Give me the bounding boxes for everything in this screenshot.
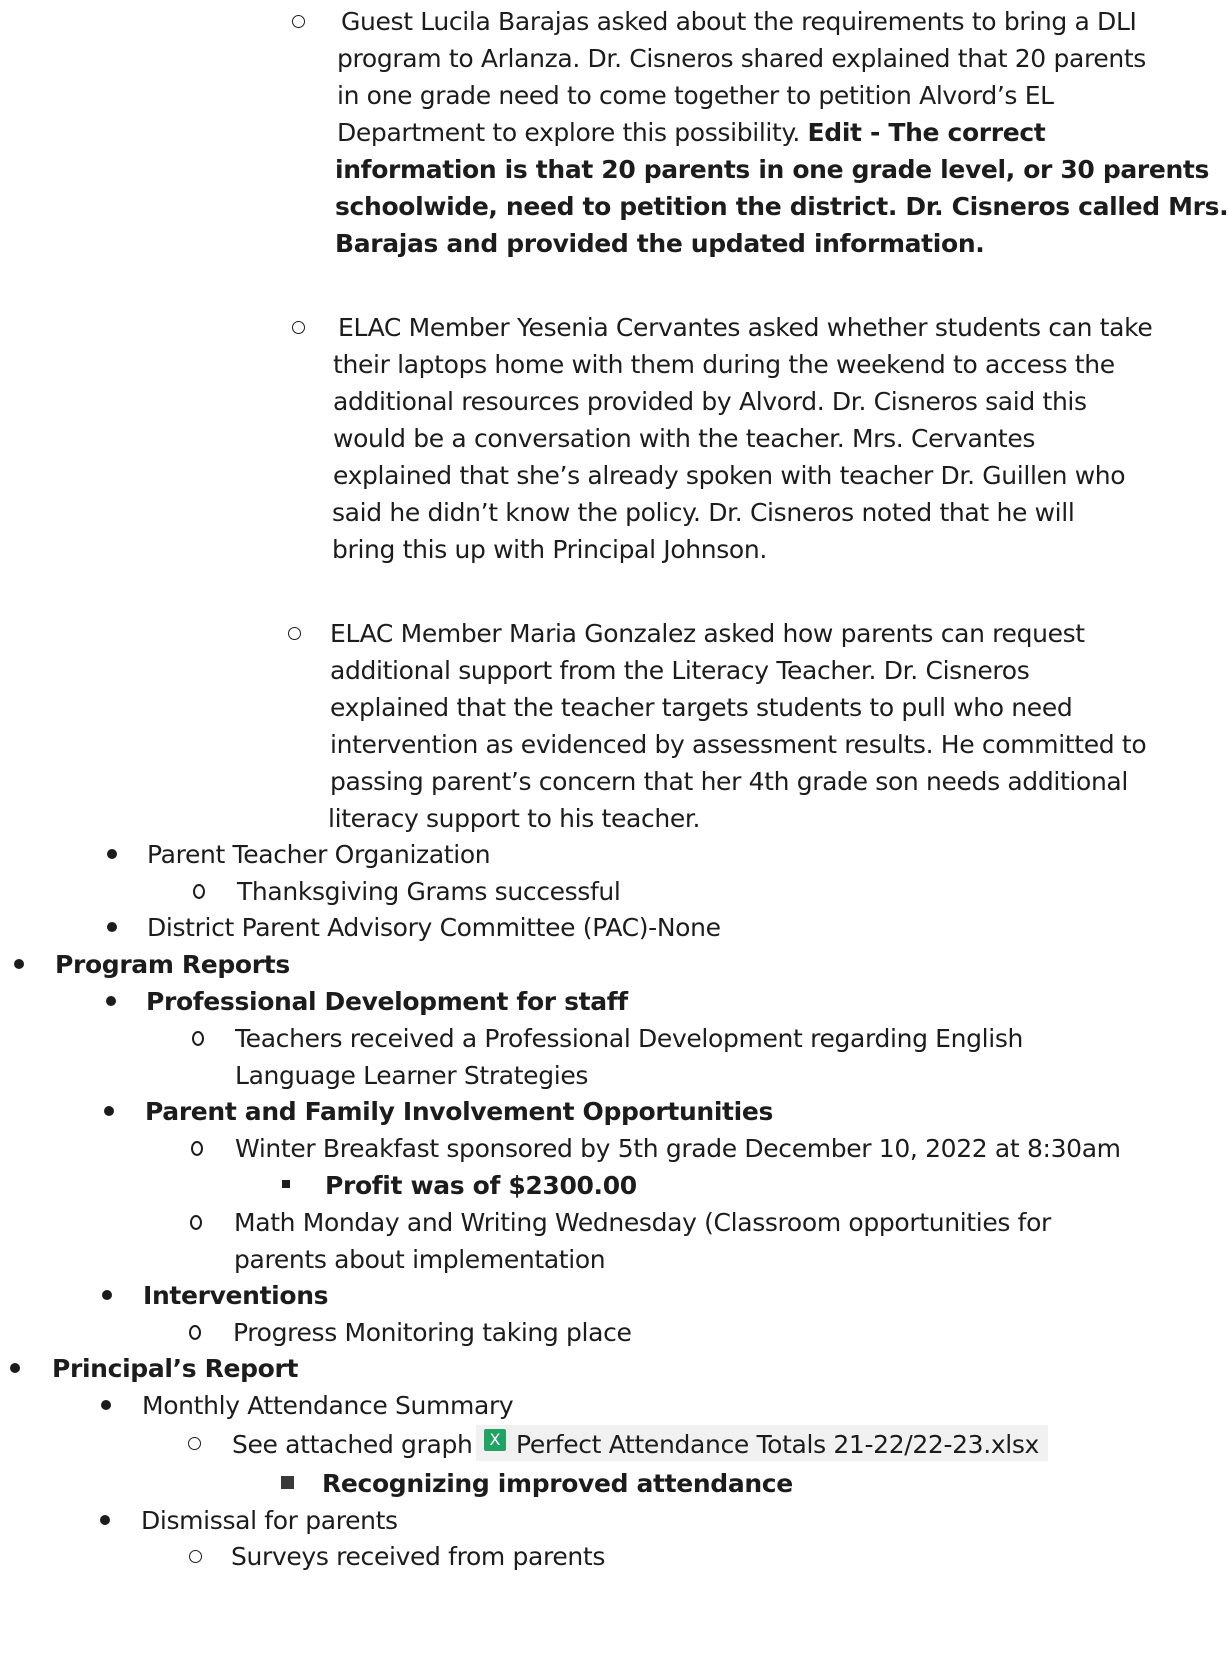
see-attached-graph-text: See attached graph xyxy=(232,1430,473,1459)
family-label: Parent and Family Involvement Opportunities xyxy=(145,1097,774,1126)
hollow-bullet-icon xyxy=(292,321,305,334)
square-bullet-icon xyxy=(281,1476,294,1489)
pd-sub-line-2: Language Learner Strategies xyxy=(235,1061,589,1090)
bullet-icon xyxy=(106,996,116,1006)
dismissal-label: Dismissal for parents xyxy=(141,1506,398,1535)
guest-item-line-1: Guest Lucila Barajas asked about the requirements to bring a DLI xyxy=(341,7,1137,36)
hollow-bullet-icon xyxy=(189,1550,202,1563)
bullet-icon xyxy=(100,1515,110,1525)
math-monday-line-2: parents about implementation xyxy=(234,1245,606,1274)
bullet-icon xyxy=(10,1363,20,1373)
bullet-icon xyxy=(107,849,117,859)
cervantes-item-line-3: additional resources provided by Alvord. Dr. Cisneros said this xyxy=(333,387,1087,416)
hollow-bullet-icon xyxy=(292,15,305,28)
attendance-file-link[interactable]: Perfect Attendance Totals 21-22/22-23.xlsx xyxy=(516,1430,1039,1459)
surveys-item: Surveys received from parents xyxy=(231,1542,606,1571)
program-reports-heading: Program Reports xyxy=(55,950,290,979)
excel-file-icon[interactable]: X xyxy=(484,1429,506,1451)
hollow-bullet-icon xyxy=(288,627,301,640)
cervantes-item-line-4: would be a conversation with the teacher. Mrs. Cervantes xyxy=(333,424,1036,453)
pto-label: Parent Teacher Organization xyxy=(147,840,491,869)
cervantes-item-line-6: said he didn’t know the policy. Dr. Cisneros noted that he will xyxy=(332,498,1075,527)
winter-breakfast-item: Winter Breakfast sponsored by 5th grade December 10, 2022 at 8:30am xyxy=(235,1134,1121,1163)
edit-note-line-2: schoolwide, need to petition the district. Dr. Cisneros called Mrs. xyxy=(335,192,1228,221)
hollow-bullet-icon xyxy=(192,1031,204,1046)
progress-monitoring-item: Progress Monitoring taking place xyxy=(233,1318,632,1347)
cervantes-item-line-7: bring this up with Principal Johnson. xyxy=(332,535,767,564)
bullet-icon xyxy=(104,1106,114,1116)
guest-item-line-4-text: Department to explore this possibility. xyxy=(337,118,800,147)
gonzalez-item-line-6: literacy support to his teacher. xyxy=(328,804,701,833)
edit-note-start: Edit - The correct xyxy=(807,118,1046,147)
cervantes-item-line-5: explained that she’s already spoken with teacher Dr. Guillen who xyxy=(333,461,1126,490)
guest-item-line-2: program to Arlanza. Dr. Cisneros shared explained that 20 parents xyxy=(337,44,1146,73)
hollow-bullet-icon xyxy=(193,884,205,899)
hollow-bullet-icon xyxy=(189,1325,201,1340)
bullet-icon xyxy=(14,959,24,969)
gonzalez-item-line-5: passing parent’s concern that her 4th grade son needs additional xyxy=(330,767,1128,796)
edit-note-line-3: Barajas and provided the updated information. xyxy=(335,229,985,258)
interventions-label: Interventions xyxy=(143,1281,329,1310)
recognition-item: Recognizing improved attendance xyxy=(322,1469,793,1498)
guest-item-line-4 xyxy=(337,120,1045,145)
edit-note-line-1: information is that 20 parents in one grade level, or 30 parents xyxy=(335,155,1210,184)
principals-report-heading: Principal’s Report xyxy=(52,1354,299,1383)
bullet-icon xyxy=(102,1290,112,1300)
pd-sub-line-1: Teachers received a Professional Development regarding English xyxy=(235,1024,1024,1053)
hollow-bullet-icon xyxy=(190,1215,202,1230)
profit-item: Profit was of $2300.00 xyxy=(325,1171,637,1200)
gonzalez-item-line-2: additional support from the Literacy Teacher. Dr. Cisneros xyxy=(330,656,1030,685)
gonzalez-item-line-3: explained that the teacher targets students to pull who need xyxy=(330,693,1073,722)
pac-label: District Parent Advisory Committee (PAC)-None xyxy=(147,913,721,942)
guest-item-line-3: in one grade need to come together to petition Alvord’s EL xyxy=(337,81,1054,110)
pd-label: Professional Development for staff xyxy=(146,987,628,1016)
cervantes-item-line-1: ELAC Member Yesenia Cervantes asked whether students can take xyxy=(338,313,1153,342)
bullet-icon xyxy=(107,922,117,932)
cervantes-item-line-2: their laptops home with them during the weekend to access the xyxy=(333,350,1115,379)
pto-sub-item: Thanksgiving Grams successful xyxy=(237,877,621,906)
square-bullet-icon xyxy=(282,1180,290,1188)
hollow-bullet-icon xyxy=(188,1437,201,1450)
math-monday-line-1: Math Monday and Writing Wednesday (Classroom opportunities for xyxy=(234,1208,1051,1237)
attendance-label: Monthly Attendance Summary xyxy=(142,1391,514,1420)
bullet-icon xyxy=(101,1400,111,1410)
hollow-bullet-icon xyxy=(191,1141,203,1156)
gonzalez-item-line-4: intervention as evidenced by assessment results. He committed to xyxy=(330,730,1147,759)
gonzalez-item-line-1: ELAC Member Maria Gonzalez asked how parents can request xyxy=(330,619,1085,648)
